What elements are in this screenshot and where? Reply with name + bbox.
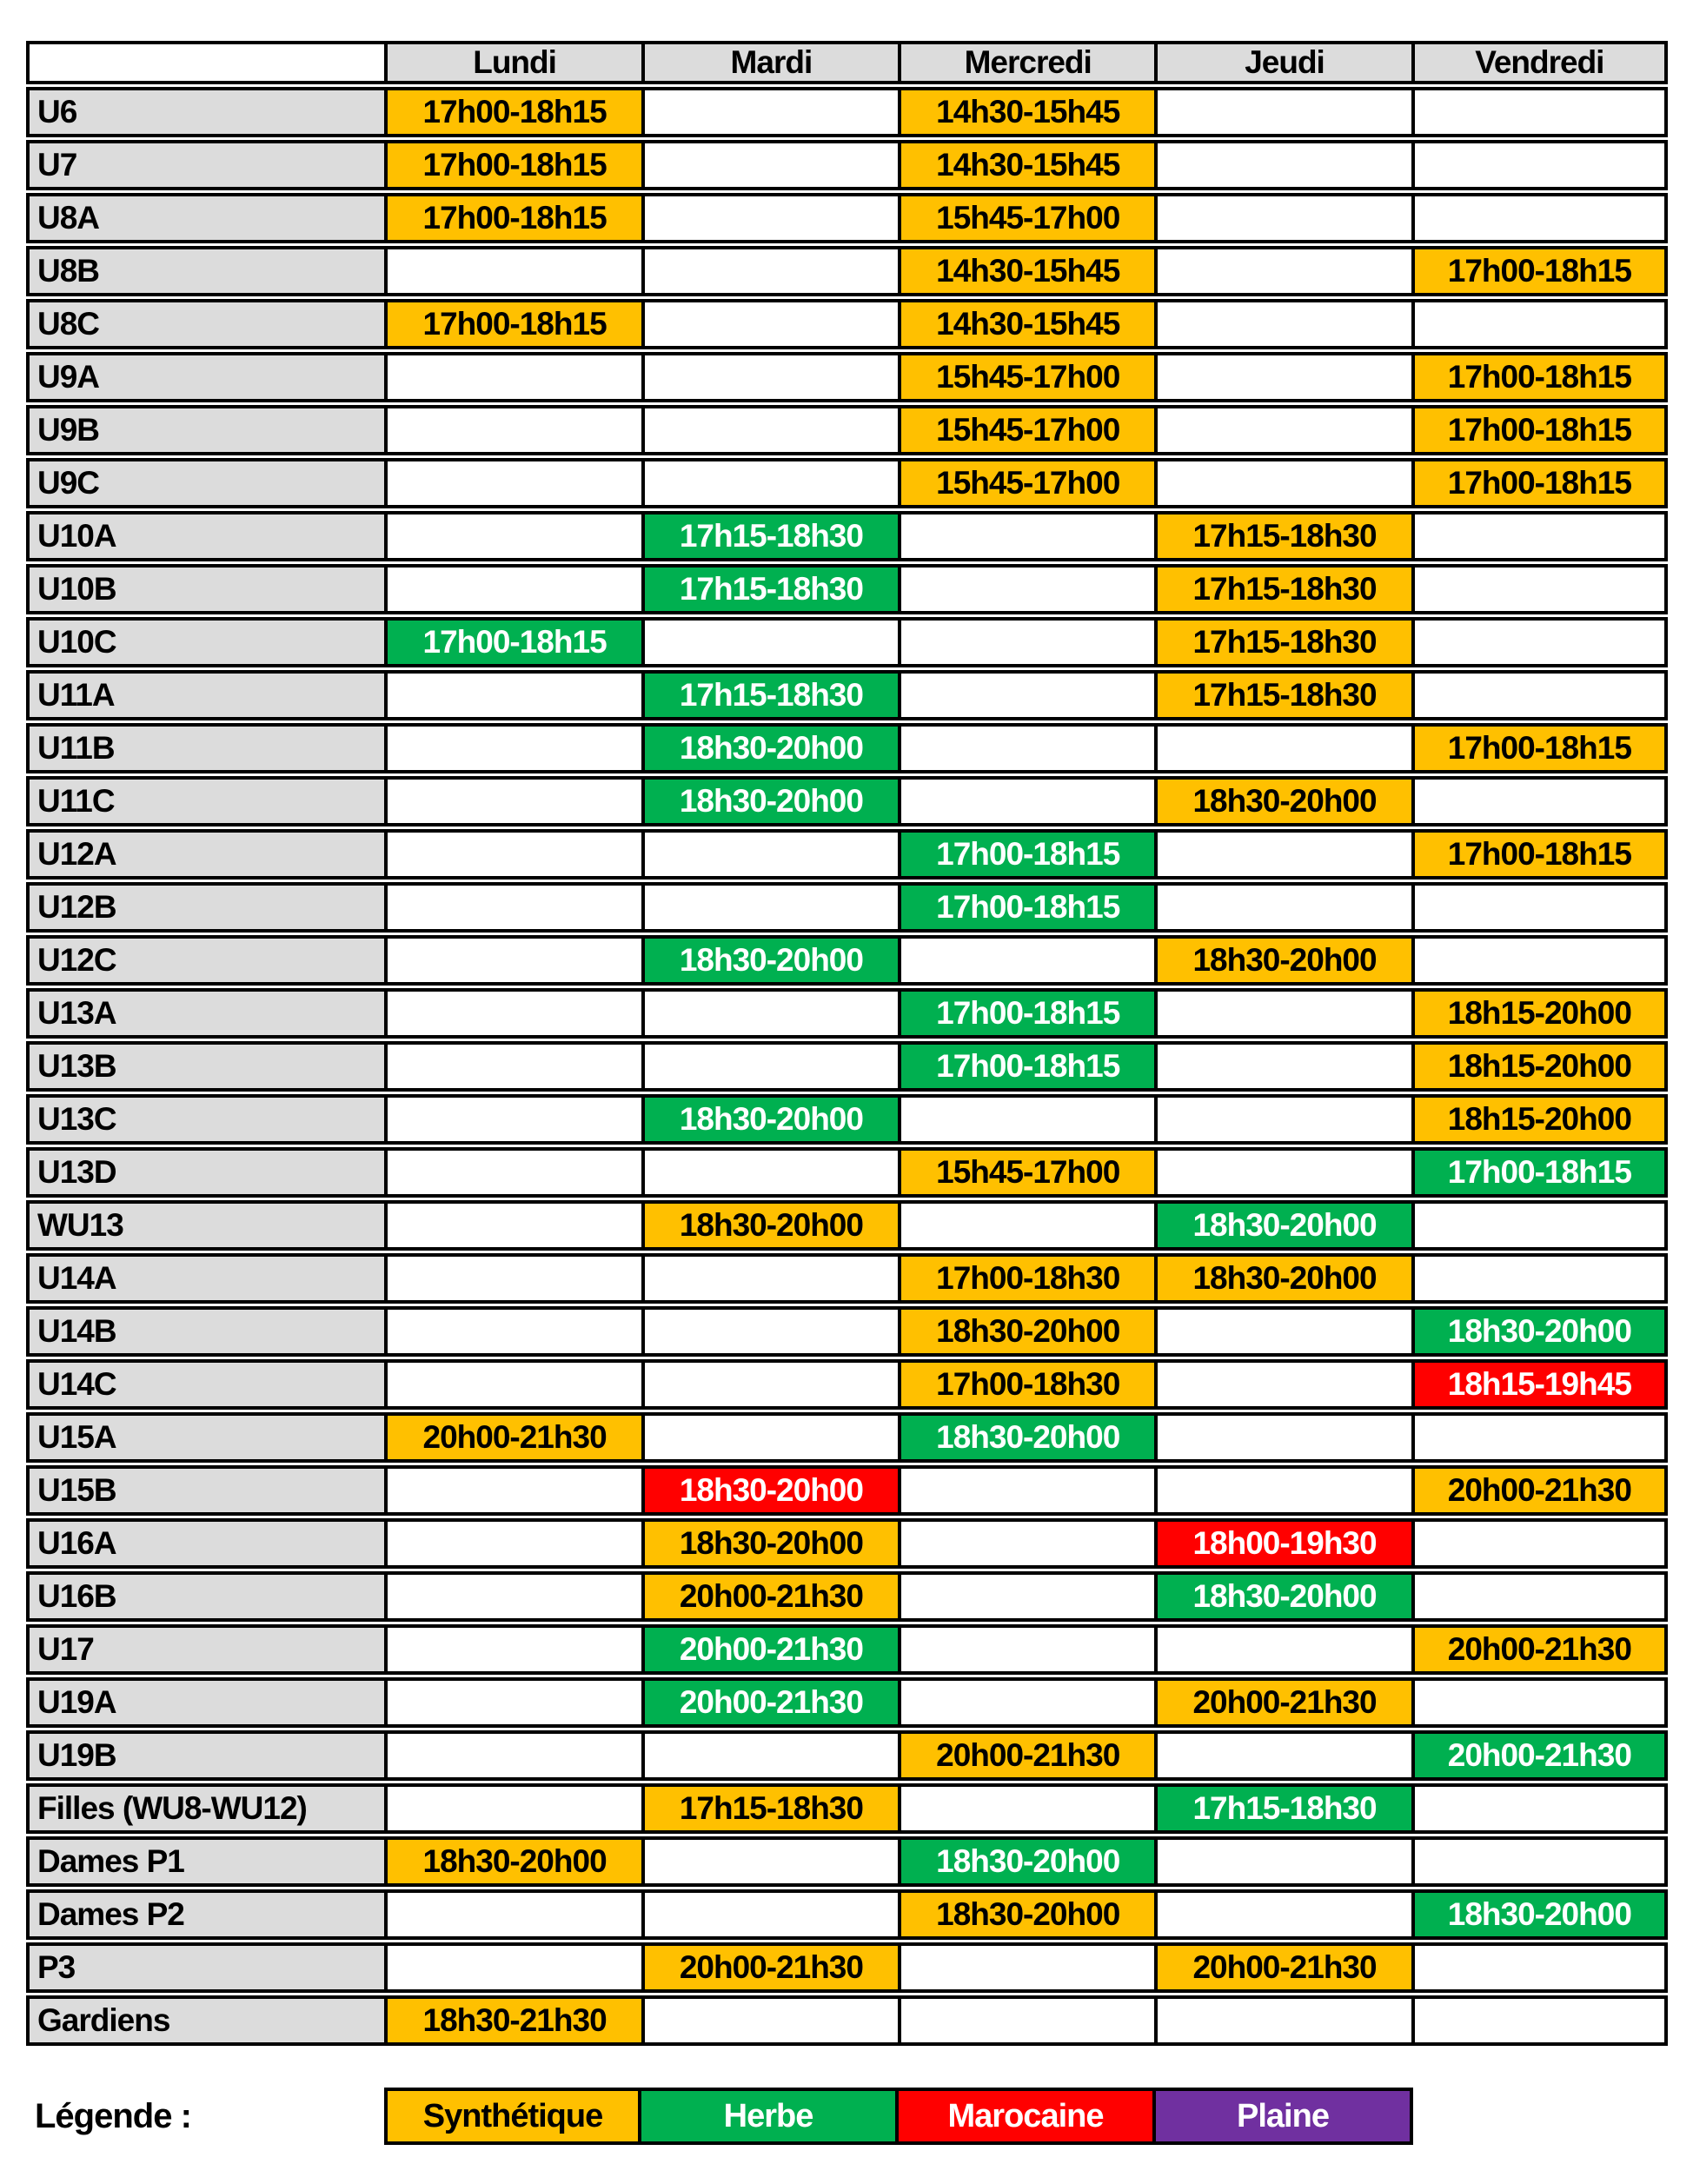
empty-cell: [641, 1889, 898, 1940]
empty-cell: [1154, 246, 1411, 296]
schedule-cell: 18h15-20h00: [1411, 988, 1668, 1039]
table-row: [26, 87, 1668, 137]
row-label: U15A: [26, 1412, 384, 1463]
table-row: [26, 458, 1668, 508]
empty-cell: [1154, 723, 1411, 773]
empty-cell: [1154, 882, 1411, 933]
schedule-cell: 17h00-18h15: [1411, 829, 1668, 880]
schedule-cell: 18h30-20h00: [898, 1836, 1154, 1887]
empty-cell: [641, 829, 898, 880]
empty-cell: [1411, 882, 1668, 933]
empty-cell: [1154, 193, 1411, 243]
schedule-cell: 20h00-21h30: [898, 1730, 1154, 1781]
empty-cell: [1154, 1094, 1411, 1145]
empty-cell: [384, 988, 641, 1039]
schedule-cell: 18h30-20h00: [898, 1412, 1154, 1463]
empty-cell: [1411, 1677, 1668, 1728]
schedule-cell: 17h00-18h15: [1411, 352, 1668, 402]
empty-cell: [1154, 1359, 1411, 1410]
table-row: [26, 935, 1668, 986]
schedule-cell: 20h00-21h30: [1411, 1730, 1668, 1781]
empty-cell: [1411, 87, 1668, 137]
table-row: [26, 1783, 1668, 1834]
table-row: [26, 564, 1668, 614]
empty-cell: [384, 564, 641, 614]
schedule-cell: 20h00-21h30: [1411, 1624, 1668, 1675]
schedule-cell: 15h45-17h00: [898, 405, 1154, 455]
table-row: [26, 1306, 1668, 1357]
table-row: [26, 511, 1668, 561]
schedule-cell: 14h30-15h45: [898, 299, 1154, 349]
row-label: Gardiens: [26, 1995, 384, 2046]
empty-cell: [898, 1624, 1154, 1675]
row-label: U13A: [26, 988, 384, 1039]
schedule-cell: 17h15-18h30: [1154, 564, 1411, 614]
schedule-cell: 18h30-20h00: [641, 776, 898, 826]
schedule-cell: 18h30-20h00: [641, 1200, 898, 1251]
schedule-cell: 17h15-18h30: [1154, 1783, 1411, 1834]
schedule-cell: 20h00-21h30: [384, 1412, 641, 1463]
empty-cell: [898, 617, 1154, 667]
table-row: [26, 1359, 1668, 1410]
table-row: [26, 1889, 1668, 1940]
schedule-cell: 17h00-18h15: [898, 882, 1154, 933]
legend-item-marocaine: Marocaine: [899, 2088, 1156, 2145]
empty-cell: [384, 1094, 641, 1145]
table-row: [26, 140, 1668, 190]
empty-cell: [384, 1624, 641, 1675]
row-label: U13C: [26, 1094, 384, 1145]
table-row: [26, 1041, 1668, 1092]
empty-cell: [641, 1836, 898, 1887]
legend-item-plaine: Plaine: [1156, 2088, 1413, 2145]
schedule-cell: 18h15-20h00: [1411, 1094, 1668, 1145]
empty-cell: [641, 1412, 898, 1463]
empty-cell: [1154, 1836, 1411, 1887]
schedule-cell: 17h00-18h15: [384, 87, 641, 137]
empty-cell: [898, 1518, 1154, 1569]
row-label: U10A: [26, 511, 384, 561]
row-label: U6: [26, 87, 384, 137]
empty-cell: [641, 1730, 898, 1781]
empty-cell: [1154, 299, 1411, 349]
empty-cell: [384, 1147, 641, 1198]
schedule-cell: 18h30-20h00: [384, 1836, 641, 1887]
schedule-cell: 18h30-20h00: [641, 1094, 898, 1145]
empty-cell: [898, 776, 1154, 826]
empty-cell: [641, 882, 898, 933]
empty-cell: [384, 829, 641, 880]
table-row: [26, 1094, 1668, 1145]
empty-cell: [641, 299, 898, 349]
schedule-cell: 17h15-18h30: [641, 564, 898, 614]
row-label: U14C: [26, 1359, 384, 1410]
empty-cell: [898, 1677, 1154, 1728]
empty-cell: [1411, 776, 1668, 826]
row-label: U16A: [26, 1518, 384, 1569]
empty-cell: [898, 1200, 1154, 1251]
table-row: [26, 405, 1668, 455]
row-label: Dames P2: [26, 1889, 384, 1940]
empty-cell: [1154, 829, 1411, 880]
schedule-body: [26, 87, 1668, 2046]
empty-cell: [384, 352, 641, 402]
empty-cell: [1411, 1571, 1668, 1622]
schedule-cell: 17h00-18h15: [1411, 723, 1668, 773]
day-header-mercredi: Mercredi: [898, 41, 1154, 84]
row-label: Dames P1: [26, 1836, 384, 1887]
schedule-cell: 20h00-21h30: [1411, 1465, 1668, 1516]
empty-cell: [1411, 140, 1668, 190]
empty-cell: [1154, 1147, 1411, 1198]
empty-cell: [898, 670, 1154, 720]
empty-cell: [384, 405, 641, 455]
table-row: [26, 1147, 1668, 1198]
schedule-cell: 17h00-18h30: [898, 1253, 1154, 1304]
row-label: U12C: [26, 935, 384, 986]
schedule-cell: 17h15-18h30: [1154, 670, 1411, 720]
schedule-cell: 18h30-20h00: [898, 1889, 1154, 1940]
schedule-cell: 17h15-18h30: [641, 670, 898, 720]
table-row: [26, 246, 1668, 296]
empty-cell: [898, 1995, 1154, 2046]
empty-cell: [1154, 1306, 1411, 1357]
empty-cell: [1154, 1465, 1411, 1516]
table-row: [26, 1518, 1668, 1569]
empty-cell: [384, 1783, 641, 1834]
schedule-cell: 18h30-20h00: [1411, 1306, 1668, 1357]
row-label: U19A: [26, 1677, 384, 1728]
empty-cell: [384, 458, 641, 508]
empty-cell: [1411, 1412, 1668, 1463]
table-row: [26, 1253, 1668, 1304]
empty-cell: [1411, 617, 1668, 667]
row-label: U11B: [26, 723, 384, 773]
empty-cell: [641, 617, 898, 667]
empty-cell: [641, 458, 898, 508]
schedule-cell: 14h30-15h45: [898, 246, 1154, 296]
schedule-cell: 15h45-17h00: [898, 193, 1154, 243]
empty-cell: [384, 1677, 641, 1728]
row-label: U13B: [26, 1041, 384, 1092]
empty-cell: [384, 1889, 641, 1940]
empty-cell: [1154, 988, 1411, 1039]
row-label: U8C: [26, 299, 384, 349]
empty-cell: [641, 1147, 898, 1198]
row-label: U9C: [26, 458, 384, 508]
empty-cell: [1154, 458, 1411, 508]
empty-cell: [641, 140, 898, 190]
table-row: [26, 723, 1668, 773]
schedule-cell: 18h30-20h00: [1154, 1200, 1411, 1251]
empty-cell: [1411, 1253, 1668, 1304]
empty-cell: [898, 1783, 1154, 1834]
table-row: [26, 352, 1668, 402]
row-label: U12B: [26, 882, 384, 933]
schedule-cell: 15h45-17h00: [898, 352, 1154, 402]
schedule-cell: 18h00-19h30: [1154, 1518, 1411, 1569]
empty-cell: [384, 776, 641, 826]
schedule-cell: 18h30-20h00: [898, 1306, 1154, 1357]
empty-cell: [384, 1518, 641, 1569]
row-label: P3: [26, 1942, 384, 1993]
schedule-cell: 18h30-20h00: [1411, 1889, 1668, 1940]
legend: [26, 2088, 1693, 2145]
table-row: [26, 299, 1668, 349]
empty-cell: [1154, 1995, 1411, 2046]
row-label: U19B: [26, 1730, 384, 1781]
empty-cell: [384, 1200, 641, 1251]
table-row: [26, 1730, 1668, 1781]
empty-cell: [384, 935, 641, 986]
schedule-cell: 18h30-20h00: [1154, 935, 1411, 986]
empty-cell: [384, 246, 641, 296]
empty-cell: [384, 1571, 641, 1622]
schedule-cell: 15h45-17h00: [898, 458, 1154, 508]
empty-cell: [384, 882, 641, 933]
empty-cell: [1411, 1783, 1668, 1834]
schedule-cell: 17h00-18h15: [384, 193, 641, 243]
empty-cell: [641, 405, 898, 455]
schedule-cell: 17h15-18h30: [641, 1783, 898, 1834]
empty-cell: [898, 511, 1154, 561]
empty-cell: [898, 723, 1154, 773]
schedule-cell: 14h30-15h45: [898, 140, 1154, 190]
empty-cell: [898, 1465, 1154, 1516]
empty-cell: [641, 246, 898, 296]
empty-cell: [641, 1359, 898, 1410]
empty-cell: [641, 1306, 898, 1357]
table-row: [26, 1412, 1668, 1463]
empty-cell: [1411, 1518, 1668, 1569]
row-label: U17: [26, 1624, 384, 1675]
empty-cell: [641, 1253, 898, 1304]
schedule-cell: 17h00-18h15: [898, 829, 1154, 880]
schedule-cell: 17h00-18h15: [1411, 458, 1668, 508]
schedule-cell: 18h30-20h00: [1154, 776, 1411, 826]
schedule-cell: 20h00-21h30: [1154, 1942, 1411, 1993]
row-label: U9A: [26, 352, 384, 402]
empty-cell: [384, 511, 641, 561]
schedule-cell: 20h00-21h30: [1154, 1677, 1411, 1728]
row-label: U9B: [26, 405, 384, 455]
empty-cell: [384, 1306, 641, 1357]
row-label: WU13: [26, 1200, 384, 1251]
schedule-cell: 17h00-18h15: [898, 988, 1154, 1039]
row-label: U10B: [26, 564, 384, 614]
day-header-lundi: Lundi: [384, 41, 641, 84]
empty-cell: [1154, 1889, 1411, 1940]
schedule-cell: 18h30-20h00: [641, 935, 898, 986]
row-label: U13D: [26, 1147, 384, 1198]
table-row: [26, 882, 1668, 933]
table-row: [26, 1836, 1668, 1887]
schedule-header-row: [26, 41, 1668, 84]
empty-cell: [384, 1465, 641, 1516]
row-label: Filles (WU8-WU12): [26, 1783, 384, 1834]
empty-cell: [1154, 1041, 1411, 1092]
empty-cell: [1411, 511, 1668, 561]
table-row: [26, 988, 1668, 1039]
schedule-cell: 17h00-18h15: [1411, 405, 1668, 455]
empty-cell: [898, 1942, 1154, 1993]
schedule-cell: 18h30-20h00: [641, 1465, 898, 1516]
table-row: [26, 1200, 1668, 1251]
schedule-cell: 18h15-20h00: [1411, 1041, 1668, 1092]
schedule-cell: 20h00-21h30: [641, 1942, 898, 1993]
row-label: U8B: [26, 246, 384, 296]
empty-cell: [898, 1094, 1154, 1145]
table-row: [26, 617, 1668, 667]
day-header-vendredi: Vendredi: [1411, 41, 1668, 84]
row-label: U14A: [26, 1253, 384, 1304]
empty-cell: [1411, 1200, 1668, 1251]
schedule-cell: 15h45-17h00: [898, 1147, 1154, 1198]
legend-title: Légende :: [35, 2096, 191, 2135]
row-label: U14B: [26, 1306, 384, 1357]
empty-cell: [641, 193, 898, 243]
table-row: [26, 1677, 1668, 1728]
schedule-cell: 20h00-21h30: [641, 1624, 898, 1675]
schedule-cell: 17h00-18h15: [384, 140, 641, 190]
empty-cell: [898, 935, 1154, 986]
row-label: U10C: [26, 617, 384, 667]
day-header-jeudi: Jeudi: [1154, 41, 1411, 84]
schedule-cell: 18h30-20h00: [641, 1518, 898, 1569]
schedule-cell: 18h15-19h45: [1411, 1359, 1668, 1410]
empty-cell: [384, 723, 641, 773]
empty-cell: [641, 1041, 898, 1092]
schedule-cell: 18h30-20h00: [1154, 1253, 1411, 1304]
table-row: [26, 829, 1668, 880]
empty-cell: [1154, 140, 1411, 190]
schedule-cell: 17h00-18h15: [384, 299, 641, 349]
schedule-cell: 17h15-18h30: [1154, 617, 1411, 667]
empty-cell: [898, 564, 1154, 614]
schedule-cell: 18h30-20h00: [1154, 1571, 1411, 1622]
empty-cell: [1411, 670, 1668, 720]
empty-cell: [641, 1995, 898, 2046]
row-label: U8A: [26, 193, 384, 243]
table-row: [26, 1942, 1668, 1993]
schedule-cell: 17h00-18h15: [898, 1041, 1154, 1092]
table-row: [26, 670, 1668, 720]
empty-cell: [384, 670, 641, 720]
corner-cell: [26, 41, 384, 84]
schedule-cell: 18h30-21h30: [384, 1995, 641, 2046]
row-label: U16B: [26, 1571, 384, 1622]
row-label: U12A: [26, 829, 384, 880]
day-header-mardi: Mardi: [641, 41, 898, 84]
empty-cell: [641, 988, 898, 1039]
legend-item-synthetique: Synthétique: [384, 2088, 641, 2145]
empty-cell: [384, 1253, 641, 1304]
empty-cell: [1411, 1995, 1668, 2046]
row-label: U11A: [26, 670, 384, 720]
empty-cell: [1154, 1624, 1411, 1675]
row-label: U15B: [26, 1465, 384, 1516]
schedule-cell: 17h15-18h30: [1154, 511, 1411, 561]
empty-cell: [384, 1041, 641, 1092]
row-label: U7: [26, 140, 384, 190]
empty-cell: [384, 1359, 641, 1410]
schedule-cell: 20h00-21h30: [641, 1571, 898, 1622]
table-row: [26, 776, 1668, 826]
schedule-cell: 17h00-18h15: [1411, 1147, 1668, 1198]
schedule-cell: 18h30-20h00: [641, 723, 898, 773]
empty-cell: [1411, 564, 1668, 614]
empty-cell: [1154, 1730, 1411, 1781]
empty-cell: [1411, 299, 1668, 349]
table-row: [26, 1571, 1668, 1622]
schedule-cell: 17h00-18h15: [1411, 246, 1668, 296]
table-row: [26, 1995, 1668, 2046]
legend-items: [384, 2088, 1413, 2145]
empty-cell: [384, 1942, 641, 1993]
schedule-cell: 17h15-18h30: [641, 511, 898, 561]
empty-cell: [1411, 935, 1668, 986]
schedule-cell: 20h00-21h30: [641, 1677, 898, 1728]
schedule-cell: 17h00-18h30: [898, 1359, 1154, 1410]
schedule-table: [26, 38, 1668, 2048]
schedule-cell: 14h30-15h45: [898, 87, 1154, 137]
empty-cell: [1154, 1412, 1411, 1463]
table-row: [26, 1465, 1668, 1516]
empty-cell: [1411, 1942, 1668, 1993]
empty-cell: [1154, 87, 1411, 137]
empty-cell: [384, 1730, 641, 1781]
table-row: [26, 193, 1668, 243]
row-label: U11C: [26, 776, 384, 826]
empty-cell: [641, 352, 898, 402]
empty-cell: [898, 1571, 1154, 1622]
table-row: [26, 1624, 1668, 1675]
legend-item-herbe: Herbe: [641, 2088, 899, 2145]
empty-cell: [1154, 352, 1411, 402]
schedule-cell: 17h00-18h15: [384, 617, 641, 667]
empty-cell: [1411, 193, 1668, 243]
empty-cell: [1411, 1836, 1668, 1887]
empty-cell: [641, 87, 898, 137]
empty-cell: [1154, 405, 1411, 455]
